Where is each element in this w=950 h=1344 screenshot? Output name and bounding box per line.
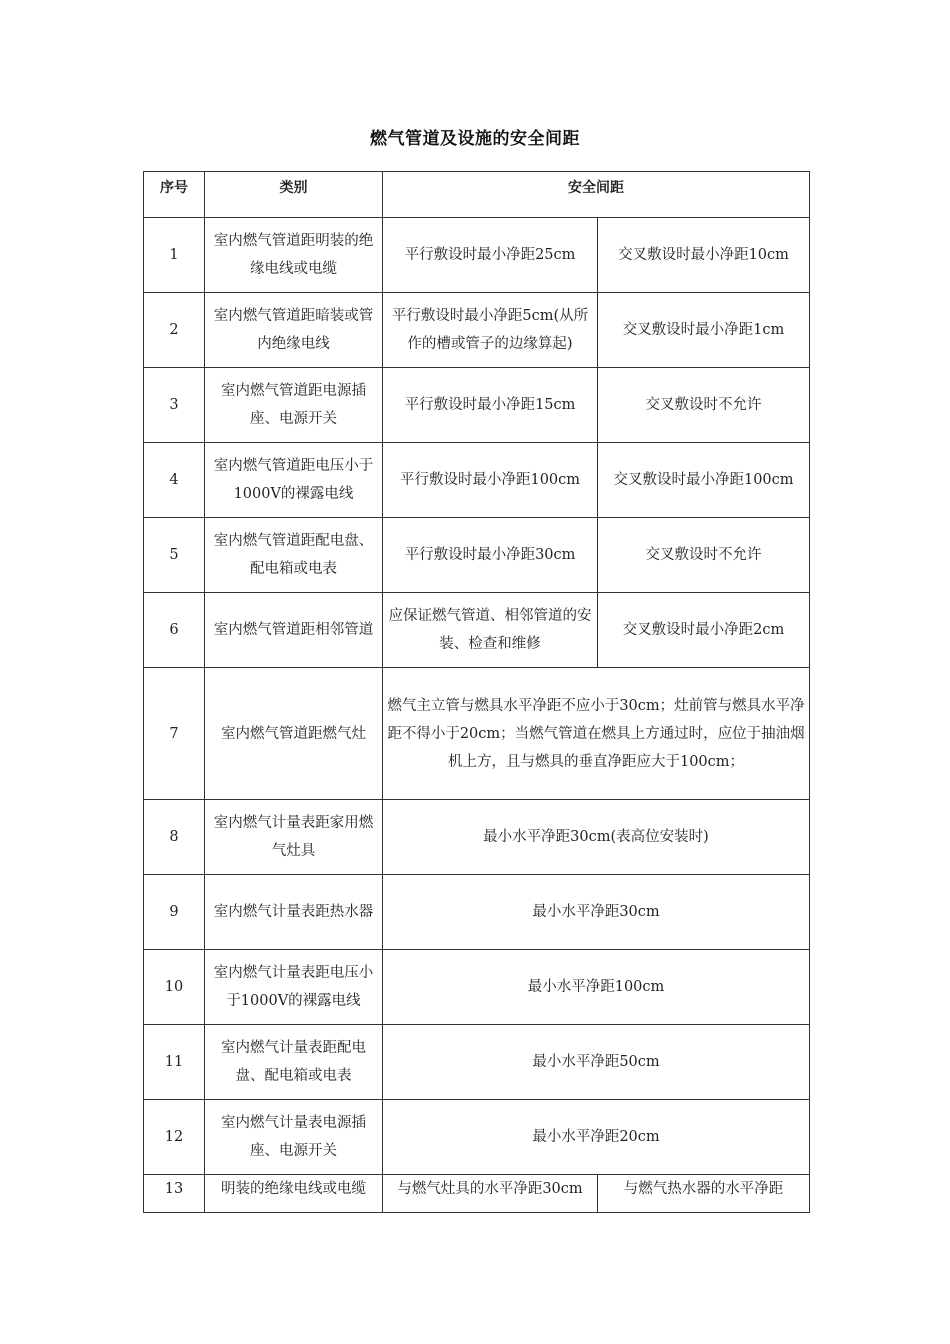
- cell-cross: 交叉敷设时不允许: [598, 518, 810, 593]
- cell-merged-distance: 最小水平净距20cm: [383, 1100, 810, 1175]
- cell-parallel: 平行敷设时最小净距15cm: [383, 368, 598, 443]
- cell-no: 1: [144, 218, 205, 293]
- cell-category: 明装的绝缘电线或电缆: [205, 1175, 383, 1213]
- table-row: [144, 800, 810, 875]
- cell-category: 室内燃气管道距明装的绝缘电线或电缆: [205, 218, 383, 293]
- table-row: [144, 1175, 810, 1213]
- cell-no: 8: [144, 800, 205, 875]
- table-row: [144, 518, 810, 593]
- header-no: 序号: [144, 172, 205, 218]
- table-row: [144, 950, 810, 1025]
- cell-cross: 交叉敷设时不允许: [598, 368, 810, 443]
- cell-cross: 交叉敷设时最小净距100cm: [598, 443, 810, 518]
- safety-distance-table: [143, 171, 810, 1213]
- table-row: [144, 1100, 810, 1175]
- cell-merged-distance: 最小水平净距100cm: [383, 950, 810, 1025]
- header-category: 类别: [205, 172, 383, 218]
- cell-parallel: 平行敷设时最小净距25cm: [383, 218, 598, 293]
- table-header-row: [144, 172, 810, 218]
- page-title: 燃气管道及设施的安全间距: [370, 129, 580, 149]
- cell-parallel: 应保证燃气管道、相邻管道的安装、检查和维修: [383, 593, 598, 668]
- table-row: [144, 218, 810, 293]
- cell-no: 13: [144, 1175, 205, 1213]
- cell-no: 7: [144, 668, 205, 800]
- table-row: [144, 1025, 810, 1100]
- cell-cross: 交叉敷设时最小净距2cm: [598, 593, 810, 668]
- cell-parallel: 平行敷设时最小净距30cm: [383, 518, 598, 593]
- cell-category: 室内燃气计量表距配电盘、配电箱或电表: [205, 1025, 383, 1100]
- cell-category: 室内燃气管道距燃气灶: [205, 668, 383, 800]
- cell-category: 室内燃气管道距电压小于1000V的裸露电线: [205, 443, 383, 518]
- cell-category: 室内燃气计量表距电压小于1000V的裸露电线: [205, 950, 383, 1025]
- cell-no: 2: [144, 293, 205, 368]
- cell-parallel: 与燃气灶具的水平净距30cm: [383, 1175, 598, 1213]
- table-row: [144, 293, 810, 368]
- cell-category: 室内燃气管道距电源插座、电源开关: [205, 368, 383, 443]
- cell-cross: 交叉敷设时最小净距1cm: [598, 293, 810, 368]
- table-row: [144, 593, 810, 668]
- cell-category: 室内燃气计量表距家用燃气灶具: [205, 800, 383, 875]
- cell-parallel: 平行敷设时最小净距5cm(从所作的槽或管子的边缘算起): [383, 293, 598, 368]
- table-row: [144, 668, 810, 800]
- cell-merged-distance: 最小水平净距50cm: [383, 1025, 810, 1100]
- cell-merged-distance: 最小水平净距30cm(表高位安装时): [383, 800, 810, 875]
- cell-no: 4: [144, 443, 205, 518]
- cell-merged-distance: 燃气主立管与燃具水平净距不应小于30cm；灶前管与燃具水平净距不得小于20cm；当燃气管道在燃具上方通过时，应位于抽油烟机上方，且与燃具的垂直净距应大于100cm；: [383, 668, 810, 800]
- cell-category: 室内燃气管道距暗装或管内绝缘电线: [205, 293, 383, 368]
- cell-category: 室内燃气计量表电源插座、电源开关: [205, 1100, 383, 1175]
- cell-cross: 交叉敷设时最小净距10cm: [598, 218, 810, 293]
- cell-no: 6: [144, 593, 205, 668]
- cell-no: 9: [144, 875, 205, 950]
- header-distance: 安全间距: [383, 172, 810, 218]
- table-row: [144, 443, 810, 518]
- cell-category: 室内燃气管道距相邻管道: [205, 593, 383, 668]
- cell-category: 室内燃气管道距配电盘、配电箱或电表: [205, 518, 383, 593]
- cell-merged-distance: 最小水平净距30cm: [383, 875, 810, 950]
- cell-no: 3: [144, 368, 205, 443]
- cell-parallel: 平行敷设时最小净距100cm: [383, 443, 598, 518]
- table-row: [144, 368, 810, 443]
- cell-no: 12: [144, 1100, 205, 1175]
- cell-cross: 与燃气热水器的水平净距: [598, 1175, 810, 1213]
- cell-category: 室内燃气计量表距热水器: [205, 875, 383, 950]
- cell-no: 10: [144, 950, 205, 1025]
- cell-no: 5: [144, 518, 205, 593]
- cell-no: 11: [144, 1025, 205, 1100]
- table-row: [144, 875, 810, 950]
